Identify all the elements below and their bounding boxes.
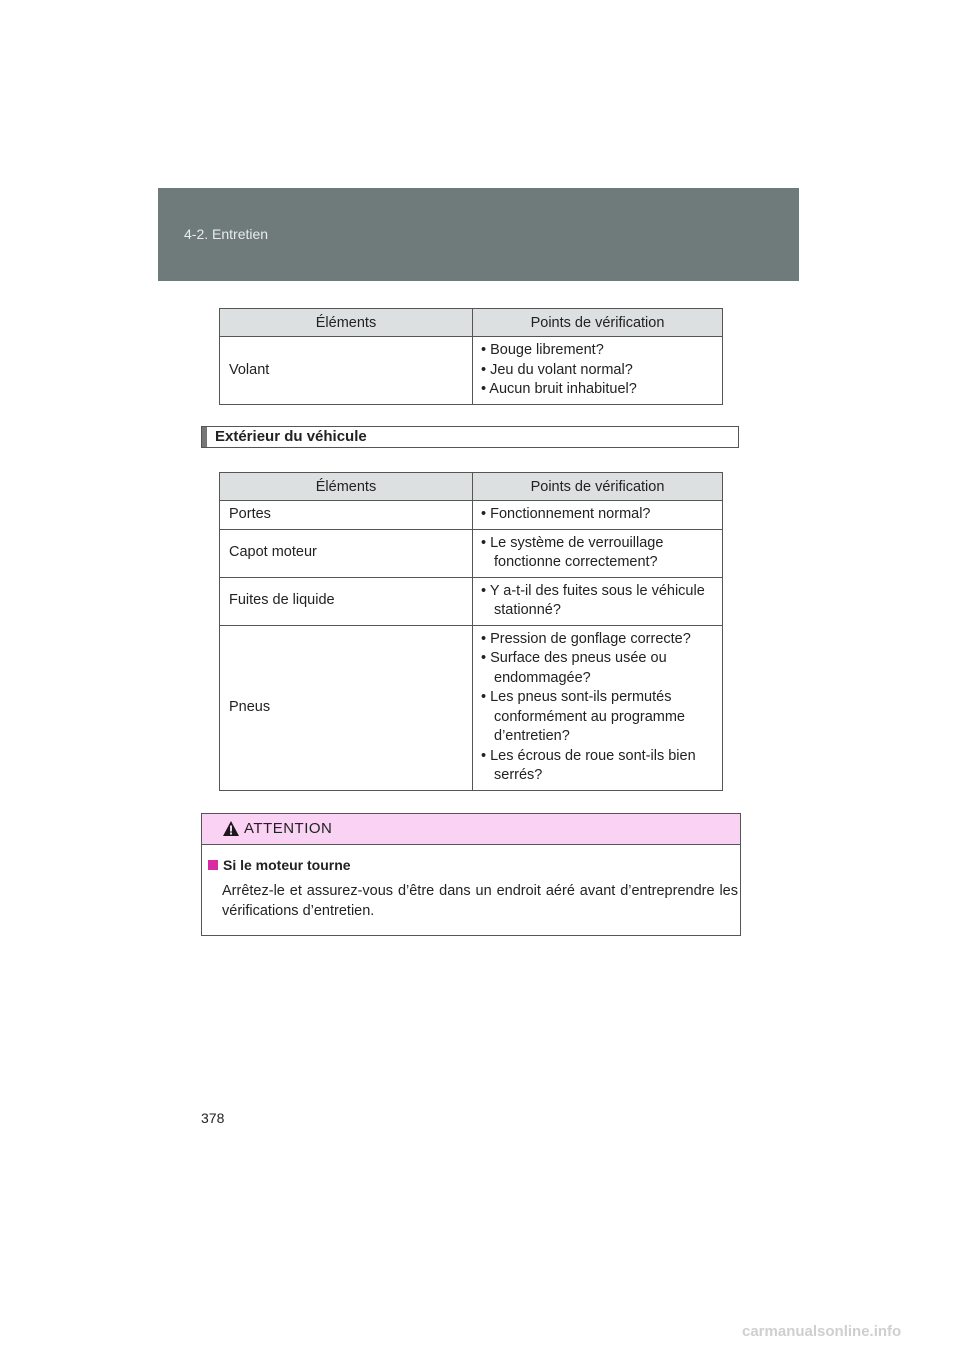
row-item: Pneus (220, 625, 473, 790)
section-heading (201, 426, 739, 448)
steering-table (219, 308, 723, 405)
caution-header (202, 814, 740, 845)
table-row (220, 337, 723, 405)
table-row (220, 501, 723, 530)
caution-box (201, 813, 741, 936)
check-point: • Pression de gonflage correcte? (481, 630, 691, 647)
check-point: • Jeu du volant normal? (481, 361, 633, 378)
row-item: Capot moteur (220, 529, 473, 577)
section-heading-bar (202, 427, 207, 447)
row-points (473, 577, 723, 625)
square-bullet-icon (208, 860, 218, 870)
caution-subheading-text: Si le moteur tourne (223, 857, 351, 873)
check-point: • Le système de verrouillage fonctionne correctement? (481, 534, 664, 570)
section-label: 4-2. Entretien (184, 226, 269, 242)
header-band (158, 188, 799, 281)
col-header-checks: Points de vérification (473, 473, 723, 501)
col-header-items: Éléments (220, 309, 473, 337)
caution-body: Arrêtez-le et assurez-vous d’être dans un endroit aéré avant d’entreprendre les vérifications d’entretien. (222, 883, 738, 919)
check-point: • Bouge librement? (481, 342, 604, 358)
col-header-checks: Points de vérification (473, 309, 723, 337)
section-title: Extérieur du véhicule (215, 428, 367, 445)
check-point: • Les écrous de roue sont-ils bien serrés? (481, 747, 696, 783)
check-point: • Les pneus sont-ils permutés conformément au programme d’entretien? (481, 689, 685, 744)
row-item: Portes (220, 501, 473, 530)
col-header-items: Éléments (220, 473, 473, 501)
row-item: Volant (220, 337, 473, 405)
footer-watermark: carmanualsonline.info (742, 1323, 902, 1340)
row-points (473, 529, 723, 577)
check-point: • Aucun bruit inhabituel? (481, 381, 637, 397)
exterior-table (219, 472, 723, 791)
check-point: • Y a-t-il des fuites sous le véhicule stationné? (481, 582, 705, 618)
check-point: • Surface des pneus usée ou endommagée? (481, 650, 667, 686)
table-row (220, 529, 723, 577)
page-number: 378 (201, 1110, 225, 1126)
caution-title: ATTENTION (244, 820, 333, 837)
warning-icon (222, 820, 240, 837)
row-points (473, 625, 723, 790)
table-row (220, 625, 723, 790)
check-point: • Fonctionnement normal? (481, 506, 651, 522)
caution-subheading (208, 857, 351, 873)
row-points (473, 501, 723, 530)
row-points (473, 337, 723, 405)
table-row (220, 577, 723, 625)
row-item: Fuites de liquide (220, 577, 473, 625)
